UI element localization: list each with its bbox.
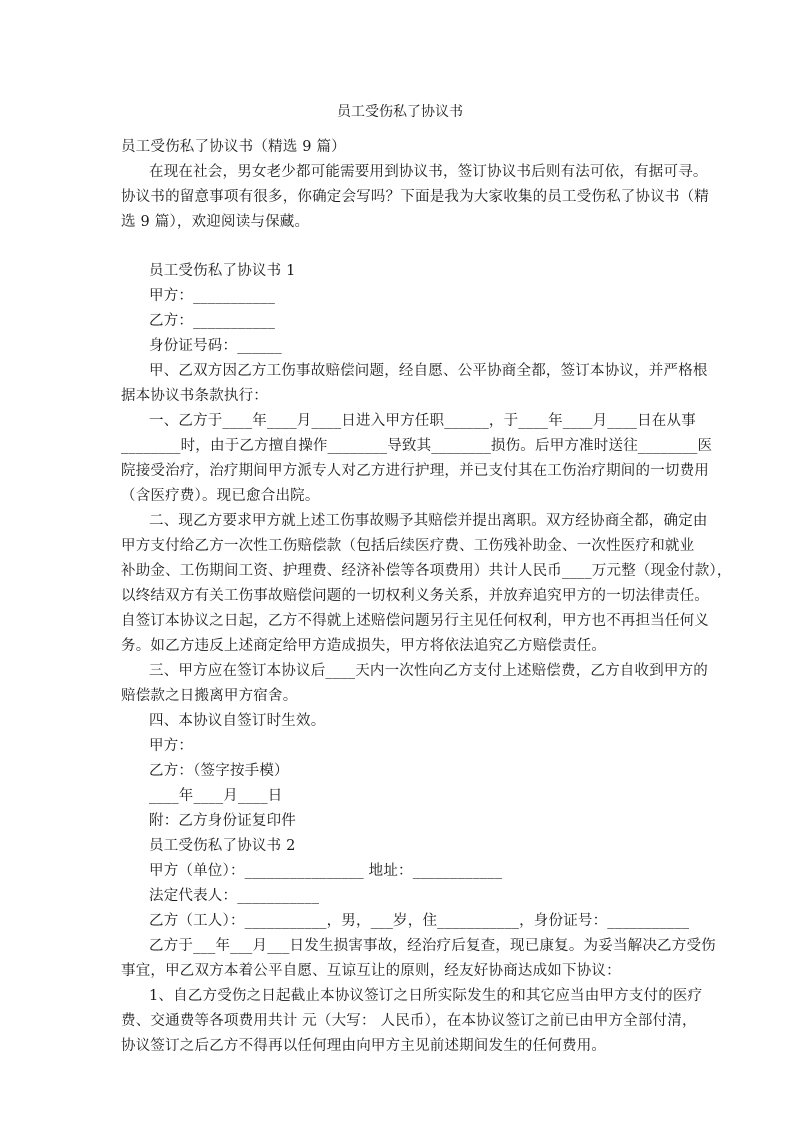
clause-2-line: 甲方支付给乙方一次性工伤赔偿款（包括后续医疗费、工伤残补助金、一次性医疗和就业 [121, 538, 695, 554]
paragraph-line: 选 9 篇），欢迎阅读与保藏。 [121, 214, 310, 230]
clause-2-line: 自签订本协议之日起，乙方不得就上述赔偿问题另行主见任何权利，甲方也不再担当任何义 [121, 613, 709, 629]
clause-1-line: （含医疗费）。现已愈合出院。 [121, 488, 320, 504]
clause-3-line: 赔偿款之日搬离甲方宿舍。 [121, 688, 298, 704]
paragraph-line: 协议书的留意事项有很多，你确定会写吗？下面是我为大家收集的员工受伤私了协议书（精 [121, 189, 709, 205]
party-b-field: 乙方：___________ [149, 313, 276, 329]
paragraph-line: 甲、乙双方因乙方工伤事故赔偿问题，经自愿、公平协商全都，签订本协议，并严格根 [149, 363, 708, 379]
party-b-worker-field: 乙方（工人）：___________，男，___岁，住___________，身份证号：___________ [149, 913, 690, 929]
party-a-field: 甲方：___________ [149, 288, 276, 304]
paragraph-line: 据本协议书条款执行： [121, 388, 268, 404]
legal-representative-field: 法定代表人：___________ [149, 888, 320, 904]
signature-party-b: 乙方：（签字按手模） [149, 763, 289, 779]
attachment-note: 附：乙方身份证复印件 [149, 813, 296, 829]
clause-4-line: 四、本协议自签订时生效。 [149, 713, 326, 729]
paragraph-line: 在现在社会，男女老少都可能需要用到协议书，签订协议书后则有法可依，有据可寻。 [149, 164, 708, 180]
clause-2-line: 务。如乙方违反上述商定给甲方造成损失，甲方将依法追究乙方赔偿责任。 [121, 638, 607, 654]
id-number-field: 身份证号码：______ [149, 338, 282, 354]
clause-2-line: 以终结双方有关工伤事故赔偿问题的一切权利义务关系，并放弃追究甲方的一切法律责任。 [121, 588, 709, 604]
clause-1-line: 协议签订之后乙方不得再以任何理由向甲方主见前述期间发生的任何费用。 [121, 1038, 607, 1054]
section-heading: 员工受伤私了协议书 1 [149, 263, 296, 279]
section-heading: 员工受伤私了协议书 2 [149, 838, 296, 854]
clause-1-line: 院接受治疗，治疗期间甲方派专人对乙方进行护理，并已支付其在工伤治疗期间的一切费用 [121, 463, 709, 479]
document-title: 员工受伤私了协议书 [337, 104, 463, 120]
subtitle: 员工受伤私了协议书（精选 9 篇） [121, 139, 346, 155]
clause-1-line: 费、交通费等各项费用共计 元（大写： 人民币），在本协议签订之前已由甲方全部付清， [121, 1013, 697, 1029]
clause-1-line: 一、乙方于____年____月____日进入甲方任职______，于____年____月____日在从事 [149, 413, 696, 429]
paragraph-line: 乙方于___年___月___日发生损害事故，经治疗后复查，现已康复。为妥当解决乙方受伤 [149, 938, 716, 954]
party-a-unit-field: 甲方（单位）：________________ 地址：____________ [149, 863, 503, 879]
clause-2-line: 二、现乙方要求甲方就上述工伤事故赐予其赔偿并提出离职。双方经协商全都，确定由 [149, 513, 708, 529]
clause-1-line: 1、自乙方受伤之日起截止本协议签订之日所实际发生的和其它应当由甲方支付的医疗 [149, 988, 703, 1004]
signature-party-a: 甲方： [149, 738, 194, 754]
signature-date: ____年____月____日 [149, 788, 283, 804]
clause-2-line: 补助金、工伤期间工资、护理费、经济补偿等各项费用）共计人民币____万元整（现金付款）， [121, 563, 732, 579]
clause-3-line: 三、甲方应在签订本协议后____天内一次性向乙方支付上述赔偿费，乙方自收到甲方的 [149, 663, 708, 679]
clause-1-line: ________时，由于乙方擅自操作________导致其________损伤。后甲方准时送往________医 [121, 438, 713, 454]
paragraph-line: 事宜，甲乙双方本着公平自愿、互谅互让的原则，经友好协商达成如下协议： [121, 963, 621, 979]
